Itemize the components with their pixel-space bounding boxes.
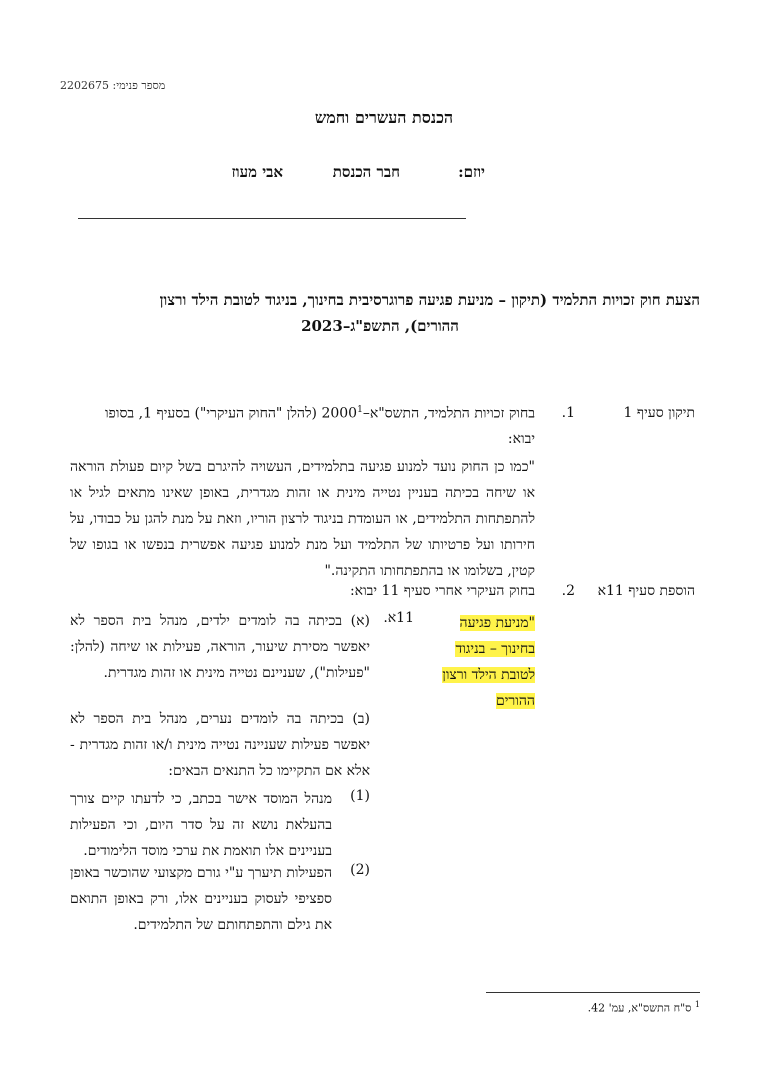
condition2-number: (2) — [350, 862, 370, 878]
bill-title-line2: ההורים), התשפ"ג–2023 — [301, 317, 459, 335]
section2-number: 2. — [561, 583, 575, 599]
side-title-line3: לטובת הילד ורצון — [442, 667, 535, 683]
condition2-text: הפעילות תיערך ע"י גורם מקצועי שהוכשר באופן ספציפי לעסוק בעניינים אלו, ורק באופן התואם את גילם והתפתחותם של התלמידים. — [70, 865, 332, 933]
bill-title-line1: הצעת חוק זכויות התלמיד (תיקון – מניעת פגיעה פרוגרסיבית בחינוך, בניגוד לטובת הילד ורצון — [159, 291, 700, 309]
section1-margin-note: תיקון סעיף 1 — [623, 405, 695, 421]
condition1-text: מנהל המוסד אישר בכתב, כי לדעתו קיים צורך בהעלאת נושא זה על סדר היום, וכי הפעילות בעניינים אלו תואמת את ערכי מוסד הלימודים. — [70, 791, 332, 859]
internal-number: מספר פנימי: 2202675 — [60, 79, 166, 92]
footnote-mark: 1 — [694, 1000, 700, 1009]
condition1-number: (1) — [350, 788, 370, 804]
initiator-role: חבר הכנסת — [332, 163, 400, 181]
footnote-divider — [486, 992, 700, 993]
section2-intro: בחוק העיקרי אחרי סעיף 11 יבוא: — [349, 583, 535, 599]
section1-quote: "כמו כן החוק נועד למנוע פגיעה בתלמידים, העשויה להיגרם בשל קיום פעולת הוראה או שיחה בכיתה בעניין נטייה מינית או זהות מגדרית, באופן שאינו מתאים לגיל או להתפתחות התלמידים, או העומדת בניגוד לרצון הוריו, וזאת על מנת להגן על כבודו, על חירותו ועל פרטיותו של התלמיד ועל מנת למנוע פגיעה אפשרית בנפשו או בגופו של קטין, בשלומו או בהתפתחותו התקינה." — [70, 459, 535, 579]
section1-intro-line2: יבוא: — [507, 431, 535, 447]
section2-margin-note: הוספת סעיף 11א — [597, 583, 695, 599]
footnote — [500, 1000, 700, 1015]
side-title-line4: ההורים — [496, 693, 535, 709]
side-title-line2: בחינוך – בניגוד — [455, 641, 535, 657]
section1-intro-text: בחוק זכויות התלמיד, התשס"א–2000 — [321, 405, 535, 422]
footnote-text: ס"ח התשס"א, עמ' 42. — [587, 1001, 692, 1015]
section1-intro-line1 — [70, 405, 535, 423]
section1-number: 1. — [561, 405, 575, 421]
section1-intro-rest: (להלן "החוק העיקרי") בסעיף 1, בסופו — [104, 405, 322, 422]
side-title-line1: "מניעת פגיעה — [459, 615, 535, 631]
subsection-a: (א) בכיתה בה לומדים ילדים, מנהל בית הספר לא יאפשר מסירת שיעור, הוראה, פעילות או שיחה (להלן: "פעילות"), שעניינם נטייה מינית או זהות מגדרית. — [70, 613, 370, 681]
initiator-name: אבי מעוז — [231, 163, 283, 181]
header-divider — [78, 218, 466, 219]
initiator-label: יוזם: — [458, 163, 485, 181]
section11a-side-title — [420, 610, 535, 714]
footnote-ref: 1 — [357, 405, 363, 415]
section11a-number: 11א. — [383, 610, 414, 626]
subsection-b: (ב) בכיתה בה לומדים נערים, מנהל בית הספר לא יאפשר פעילות שעניינה נטייה מינית ו/או זהות מגדרית - אלא אם התקיימו כל התנאים הבאים: — [70, 711, 370, 779]
knesset-title: הכנסת העשרים וחמש — [314, 108, 454, 127]
